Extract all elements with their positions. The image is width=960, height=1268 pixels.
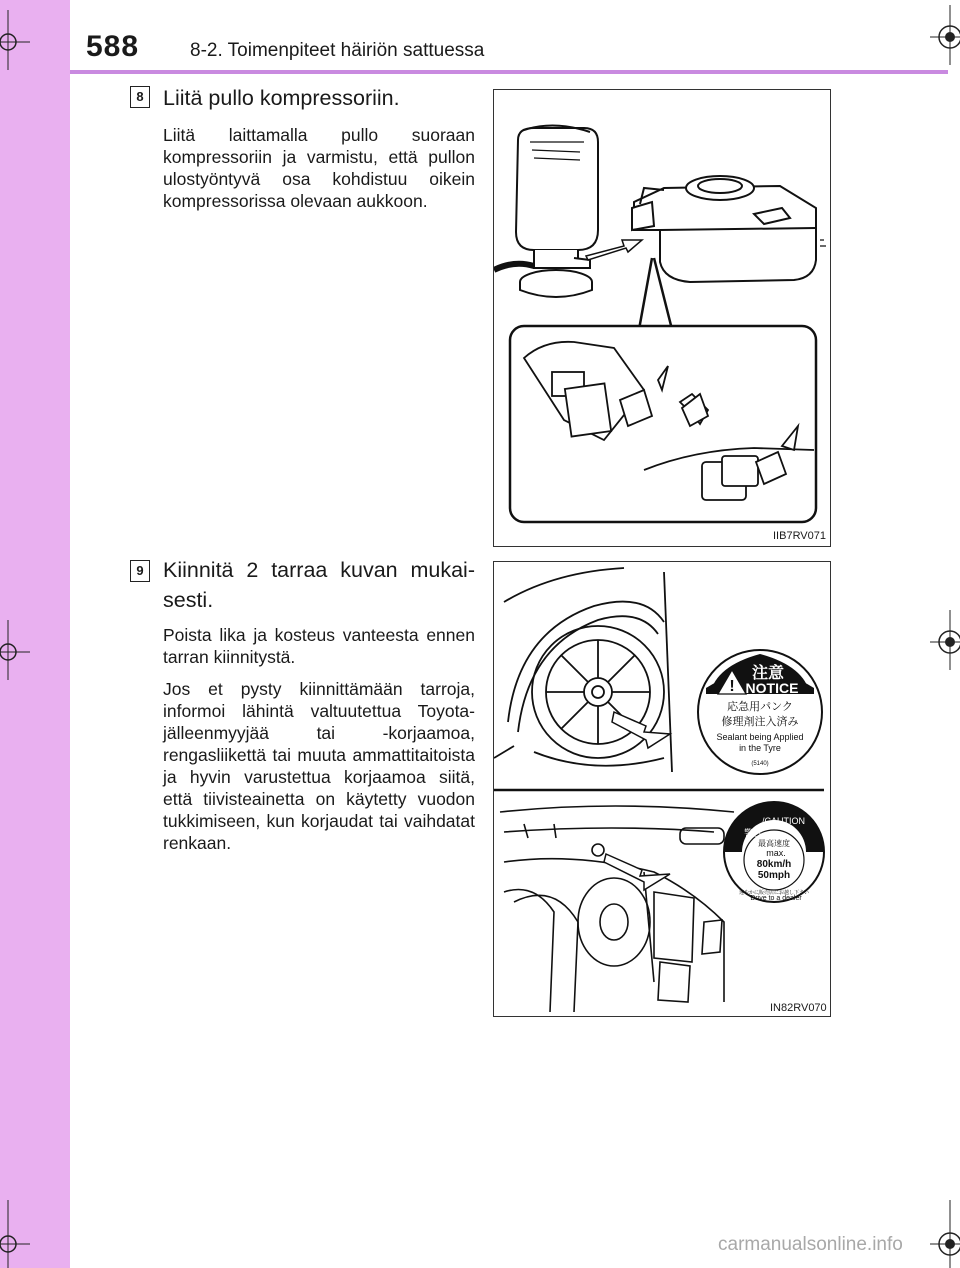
crop-mark-top-left	[0, 10, 30, 70]
step-8-title: Liitä pullo kompressoriin.	[163, 86, 400, 110]
notice-header: NOTICE	[745, 680, 799, 696]
compressor-illustration	[494, 90, 830, 546]
notice-code: (5140)	[751, 761, 769, 767]
caution-mph: 50mph	[757, 870, 791, 881]
step-9-title-line1: Kiinnitä 2 tarraa kuvan mukai-	[163, 558, 475, 582]
step-9-paragraph-2: Jos et pysty kiinnittämään tarroja, informoi lähintä valtuutettua Toyota-jälleenmyyjää tai -korjaamoa, rengasliikettä tai muuta ammattitaitoista ja hyvin varustettua korjaamoa siitä, että tiivisteainetta on käytetty vuodon tukkimiseen, kun korjaudat tai vaihdatat renkaan.	[163, 679, 475, 853]
crop-mark-mid-left	[0, 620, 30, 680]
caution-kmh: 80km/h	[756, 859, 792, 870]
crop-mark-bottom-right	[925, 1200, 960, 1268]
step-number-8: 8	[130, 86, 150, 108]
notice-jp-line2: 修理剤注入済み	[721, 715, 799, 728]
stickers-illustration	[494, 562, 830, 1016]
caution-dealer: Drive to a dealer	[750, 895, 802, 902]
step-number-9: 9	[130, 560, 150, 582]
crop-mark-bottom-left	[0, 1200, 30, 1268]
crop-mark-mid-right	[925, 610, 960, 670]
footer-watermark: carmanualsonline.info	[718, 1234, 903, 1255]
figure-compressor-bottle	[493, 89, 831, 547]
page-number: 588	[86, 30, 140, 63]
figure-code-8: IIB7RV071	[773, 530, 827, 542]
figure-stickers	[493, 561, 831, 1017]
step-8-paragraph-text: Liitä laittamalla pullo suoraan kompressoriin ja varmistu, että pullon ulostyöntyvä osa kohdistuu oikein kompressorissa olevaan aukkoon.	[163, 125, 475, 211]
caution-jp-bottom: 速やかに販売店にお越し下さい	[738, 890, 810, 896]
step-9-paragraph-1: Poista lika ja kosteus vanteesta ennen tarran kiinnitystä.	[163, 625, 475, 667]
caution-jp-speed: 最高速度	[758, 839, 790, 848]
svg-text:!: !	[729, 678, 735, 695]
figure-code-9: IN82RV070	[770, 1002, 827, 1014]
notice-line1: Sealant being Applied	[716, 732, 804, 742]
notice-jp-line1: 応急用パンク	[727, 700, 793, 713]
caution-jp-header: 警告	[744, 829, 763, 839]
step-9-title-line2: sesti.	[163, 588, 214, 612]
notice-line2: in the Tyre	[739, 743, 781, 753]
caution-max: max.	[766, 848, 786, 858]
caution-header: /CAUTION	[762, 816, 806, 826]
header-rule	[70, 70, 948, 74]
crop-mark-top-right	[925, 5, 960, 65]
step-8-paragraph	[163, 124, 475, 212]
notice-jp-header: 注意	[751, 663, 785, 682]
chapter-title: 8-2. Toimenpiteet häiriön sattuessa	[190, 40, 485, 61]
